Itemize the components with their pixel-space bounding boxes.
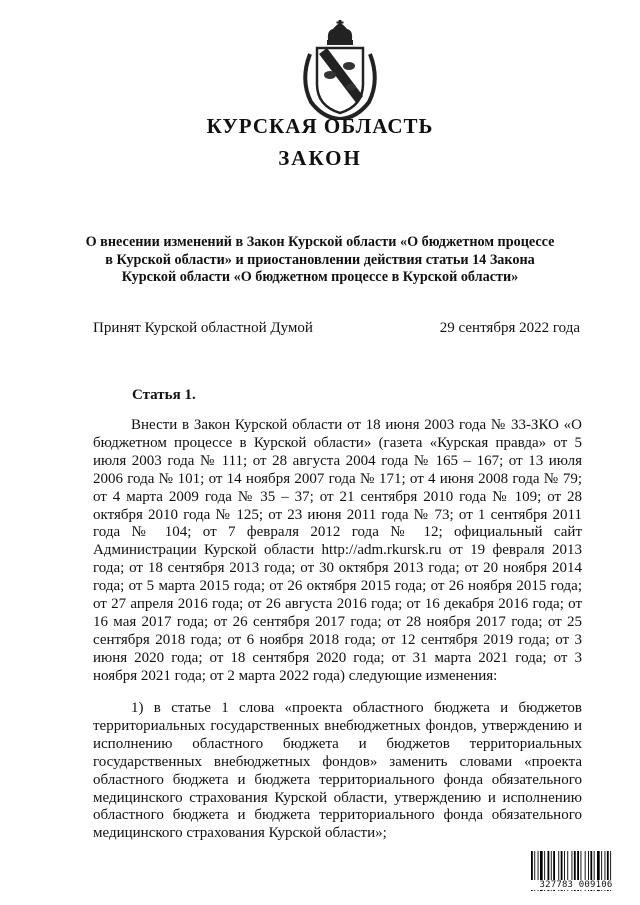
adopted-by: Принят Курской областной Думой xyxy=(93,320,313,336)
document-type-heading: ЗАКОН xyxy=(278,146,362,170)
article-intro-paragraph: Внести в Закон Курской области от 18 июня 2003 года № 33-ЗКО «О бюджетном процессе в Курской области» (газета «Курская правда» от 5 июля 2003 года № 111; от 28 августа 2004 года № 165 – 167; от 13 июля 2006 года № 101; от 14 ноября 2007 года № 171; от 4 июня 2008 года № 79; от 4 марта 2009 года № 35 – 37; от 21 сентября 2010 года № 109; от 28 октября 2010 года № 125; от 23 июня 2011 года № 73; от 1 сентября 2011 года № 104; от 7 февраля 2012 года № 12; официальный сайт Администрации Курской области http://adm.rkursk.ru от 19 февраля 2013 года; от 18 сентября 2013 года; от 30 октября 2013 года; от 20 ноября 2014 года; от 5 марта 2015 года; от 26 октября 2015 года; от 26 ноября 2015 года; от 27 апреля 2016 года; от 26 августа 2016 года; от 16 декабря 2016 года; от 16 мая 2017 года; от 26 сентября 2017 года; от 28 ноября 2017 года; от 25 сентября 2018 года; от 6 ноября 2018 года; от 12 сентября 2019 года; от 3 июня 2020 года; от 18 сентября 2020 года; от 31 марта 2021 года; от 3 ноября 2021 года; от 2 марта 2022 года) следующие изменения: xyxy=(93,417,582,684)
adoption-date: 29 сентября 2022 года xyxy=(439,320,580,336)
law-title: О внесении изменений в Закон Курской области «О бюджетном процессе в Курской области» и приостановлении действия статьи 14 Закона Курской области «О бюджетном процессе в Курской области» xyxy=(85,234,555,285)
article-item-1: 1) в статье 1 слова «проекта областного бюджета и бюджетов территориальных государственных внебюджетных фондов, утверждению и исполнению областного бюджета и бюджетов территориальных государственных внебюджетных фондов» заменить словами «проекта областного бюджета и бюджета территориального фонда обязательного медицинского страхования Курской области, утверждению и исполнению областного бюджета и бюджета территориального фонда обязательного медицинского страхования Курской области»; xyxy=(93,700,582,842)
coat-of-arms-emblem xyxy=(297,20,383,120)
barcode-number: 327783 009106 xyxy=(531,880,621,890)
article-heading: Статья 1. xyxy=(132,387,196,403)
region-heading: КУРСКАЯ ОБЛАСТЬ xyxy=(206,114,434,138)
